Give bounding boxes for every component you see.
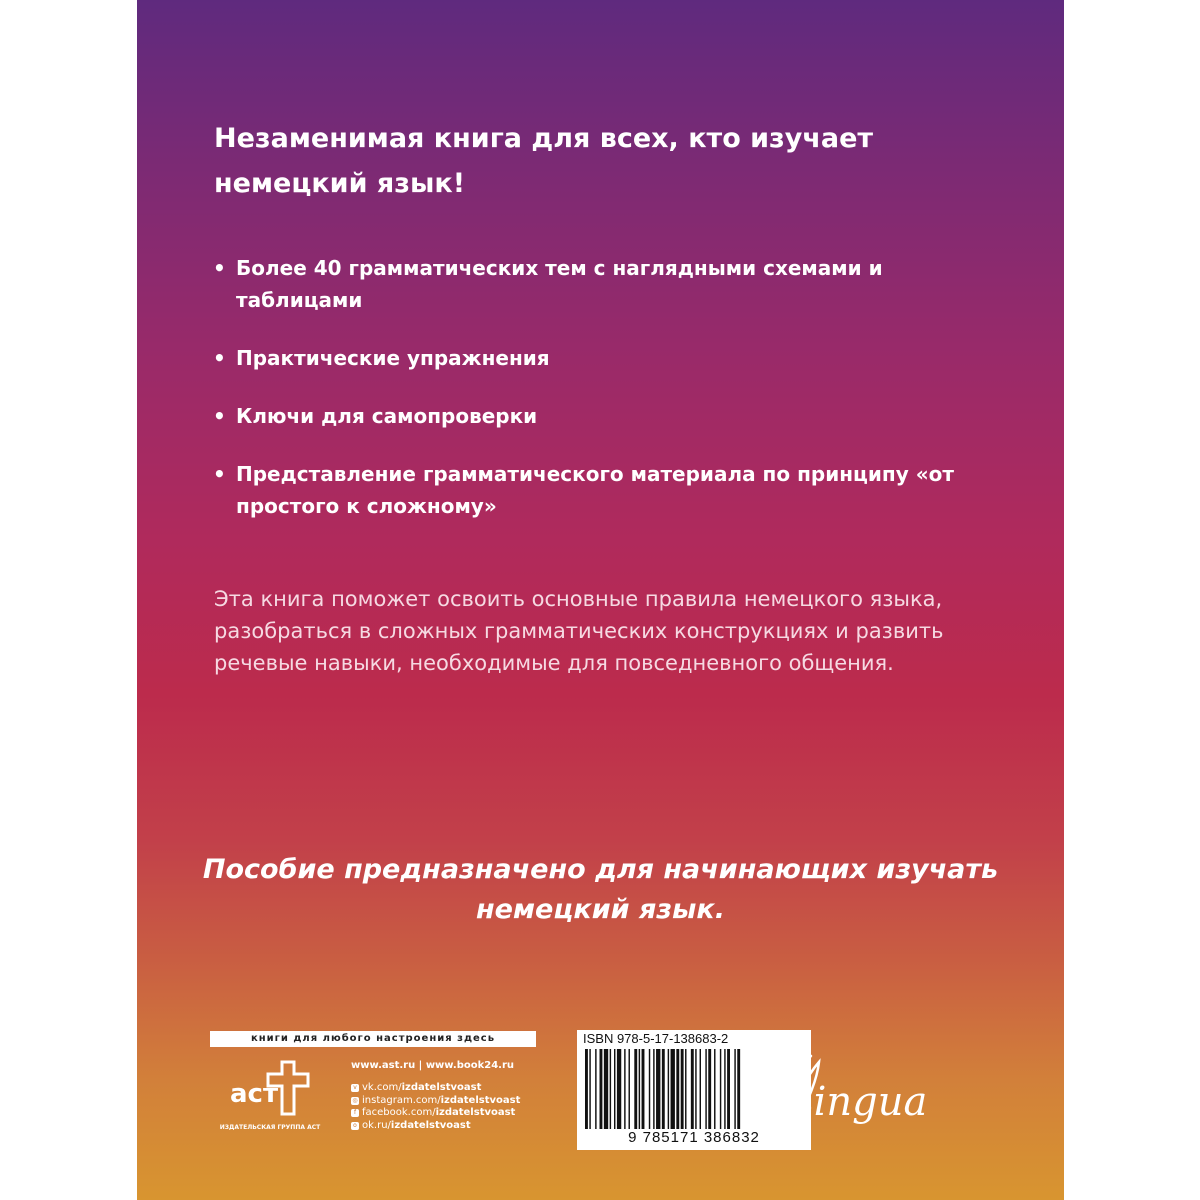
facebook-icon: f bbox=[351, 1109, 359, 1117]
vk-icon: v bbox=[351, 1084, 359, 1092]
website-links[interactable]: www.ast.ru | www.book24.ru bbox=[351, 1060, 515, 1071]
barcode-bar bbox=[720, 1049, 721, 1129]
barcode-number: 9 785171 386832 bbox=[628, 1129, 760, 1146]
barcode-bar bbox=[610, 1049, 611, 1129]
barcode-bar bbox=[705, 1049, 706, 1129]
barcode-bar bbox=[714, 1049, 715, 1129]
ast-logo-icon bbox=[224, 1058, 314, 1118]
barcode-bar bbox=[668, 1049, 669, 1129]
description: Эта книга поможет освоить основные правила немецкого языка, разобраться в сложных грамматических конструкциях и развить речевые навыки, необходимые для повседневного общения. bbox=[214, 587, 944, 675]
barcode-bar bbox=[734, 1049, 735, 1129]
feature-text: Ключи для самопроверки bbox=[236, 404, 538, 428]
barcode-bar bbox=[642, 1049, 645, 1129]
instagram-icon: ◎ bbox=[352, 1096, 358, 1104]
barcode-bar bbox=[700, 1049, 701, 1129]
ast-logo-subtitle: ИЗДАТЕЛЬСКАЯ ГРУППА АСТ bbox=[219, 1124, 321, 1131]
feature-text: Представление грамматического материала по принципу «от простого к сложному» bbox=[236, 462, 954, 518]
social-link-vk[interactable]: v vk.com/izdatelstvoast bbox=[351, 1082, 551, 1095]
headline: Незаменимая книга для всех, кто изучает немецкий язык! bbox=[214, 123, 874, 199]
barcode-bar bbox=[624, 1049, 625, 1129]
social-link-facebook[interactable]: f facebook.com/izdatelstvoast bbox=[351, 1107, 551, 1120]
publisher-links bbox=[351, 1059, 551, 1132]
tagline: Пособие предназначено для начинающих изучать немецкий язык. bbox=[202, 854, 999, 925]
feature-text: Более 40 грамматических тем с наглядными схемами и таблицами bbox=[236, 256, 883, 312]
publisher-promo bbox=[210, 1031, 536, 1136]
feature-item bbox=[211, 342, 991, 374]
feature-item bbox=[211, 400, 991, 432]
lingua-logo bbox=[767, 1050, 967, 1140]
ok-icon: o bbox=[351, 1122, 359, 1130]
barcode-bar bbox=[662, 1049, 665, 1129]
barcode-bar bbox=[595, 1049, 596, 1129]
barcode-bar bbox=[604, 1049, 608, 1129]
barcode-bar bbox=[585, 1049, 588, 1129]
bullet-icon: • bbox=[213, 462, 226, 486]
lingua-wordmark: Lingua bbox=[787, 1079, 928, 1125]
isbn-label: ISBN 978-5-17-138683-2 bbox=[583, 1031, 729, 1046]
barcode-bar bbox=[724, 1049, 725, 1129]
barcode-bar bbox=[649, 1049, 650, 1129]
feature-text: Практические упражнения bbox=[236, 346, 550, 370]
promo-strip: книги для любого настроения здесь bbox=[210, 1031, 536, 1047]
barcode-bar bbox=[708, 1049, 711, 1129]
barcode-bar bbox=[656, 1049, 660, 1129]
barcode-bar bbox=[727, 1049, 730, 1129]
feature-list bbox=[211, 252, 991, 548]
barcode-bar bbox=[634, 1049, 637, 1129]
barcode-bar bbox=[681, 1049, 684, 1129]
barcode-bar bbox=[600, 1049, 603, 1129]
barcode-bar bbox=[695, 1049, 696, 1129]
barcode-bar bbox=[617, 1049, 621, 1129]
bullet-icon: • bbox=[213, 346, 226, 370]
bullet-icon: • bbox=[213, 404, 226, 428]
book-back-cover bbox=[137, 0, 1064, 1200]
barcode-bar bbox=[589, 1049, 590, 1129]
social-link-ok[interactable]: o ok.ru/izdatelstvoast bbox=[351, 1120, 551, 1133]
barcode-bar bbox=[614, 1049, 615, 1129]
barcode-bar bbox=[671, 1049, 675, 1129]
barcode-bar bbox=[653, 1049, 654, 1129]
barcode-bar bbox=[685, 1049, 686, 1129]
ast-logo-text: аст bbox=[230, 1079, 279, 1109]
barcode-bar bbox=[676, 1049, 679, 1129]
feature-item bbox=[211, 252, 991, 316]
barcode-bar bbox=[629, 1049, 630, 1129]
feature-item bbox=[211, 458, 991, 522]
barcode-bar bbox=[639, 1049, 640, 1129]
bullet-icon: • bbox=[213, 256, 226, 280]
barcode-bar bbox=[691, 1049, 694, 1129]
social-link-instagram[interactable]: ◎ instagram.com/izdatelstvoast bbox=[352, 1094, 521, 1106]
barcode-bar bbox=[737, 1049, 740, 1129]
